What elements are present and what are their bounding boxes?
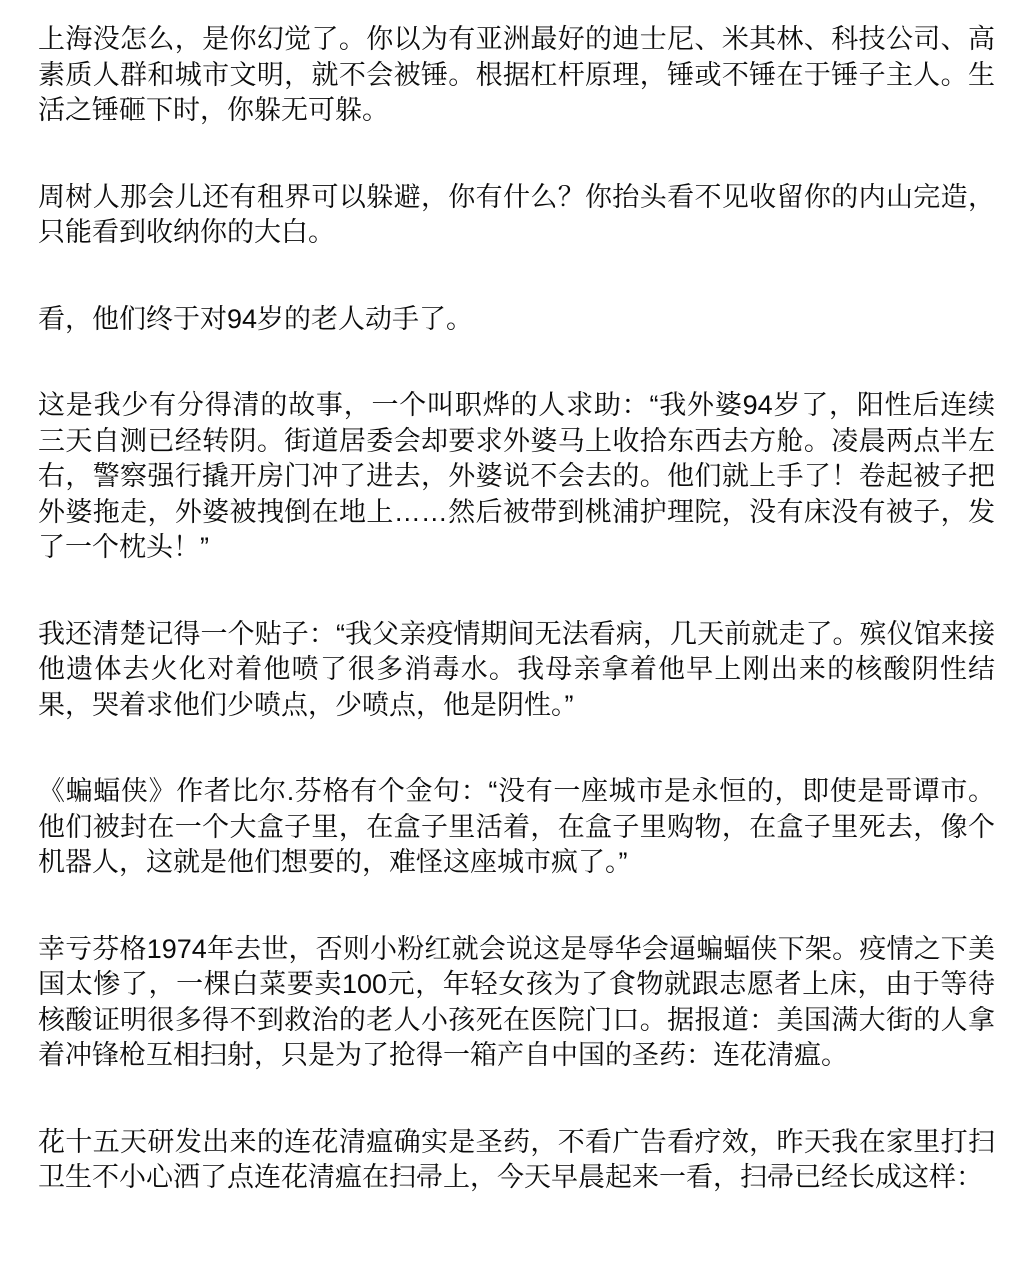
paragraph-6: 《蝙蝠侠》作者比尔.芬格有个金句：“没有一座城市是永恒的，即使是哥谭市。他们被封在一个大盒子里，在盒子里活着，在盒子里购物，在盒子里死去，像个机器人，这就是他们想要的，难怪这座城市疯了。” (38, 776, 995, 877)
paragraph-2: 周树人那会儿还有租界可以躲避，你有什么？你抬头看不见收留你的内山完造，只能看到收纳你的大白。 (38, 181, 995, 247)
paragraph-3: 看，他们终于对94岁的老人动手了。 (38, 303, 474, 334)
paragraph-4: 这是我少有分得清的故事，一个叫职烨的人求助：“我外婆94岁了，阳性后连续三天自测已经转阴。街道居委会却要求外婆马上收拾东西去方舱。凌晨两点半左右，警察强行撬开房门冲了进去，外婆说不会去的。他们就上手了！卷起被子把外婆拖走，外婆被拽倒在地上……然后被带到桃浦护理院，没有床没有被子，发了一个枕头！” (38, 390, 995, 562)
paragraph-1: 上海没怎么，是你幻觉了。你以为有亚洲最好的迪士尼、米其林、科技公司、高素质人群和城市文明，就不会被锤。根据杠杆原理，锤或不锤在于锤子主人。生活之锤砸下时，你躲无可躲。 (38, 24, 995, 125)
paragraph-7: 幸亏芬格1974年去世，否则小粉红就会说这是辱华会逼蝙蝠侠下架。疫情之下美国太惨了，一棵白菜要卖100元，年轻女孩为了食物就跟志愿者上床，由于等待核酸证明很多得不到救治的老人小孩死在医院门口。据报道：美国满大街的人拿着冲锋枪互相扫射，只是为了抢得一箱产自中国的圣药：连花清瘟。 (38, 933, 995, 1070)
paragraph-5: 我还清楚记得一个贴子：“我父亲疫情期间无法看病，几天前就走了。殡仪馆来接他遗体去火化对着他喷了很多消毒水。我母亲拿着他早上刚出来的核酸阴性结果，哭着求他们少喷点，少喷点，他是阴性。” (38, 618, 995, 720)
paragraph-8: 花十五天研发出来的连花清瘟确实是圣药，不看广告看疗效，昨天我在家里打扫卫生不小心洒了点连花清瘟在扫帚上，今天早晨起来一看，扫帚已经长成这样： (38, 1126, 995, 1192)
